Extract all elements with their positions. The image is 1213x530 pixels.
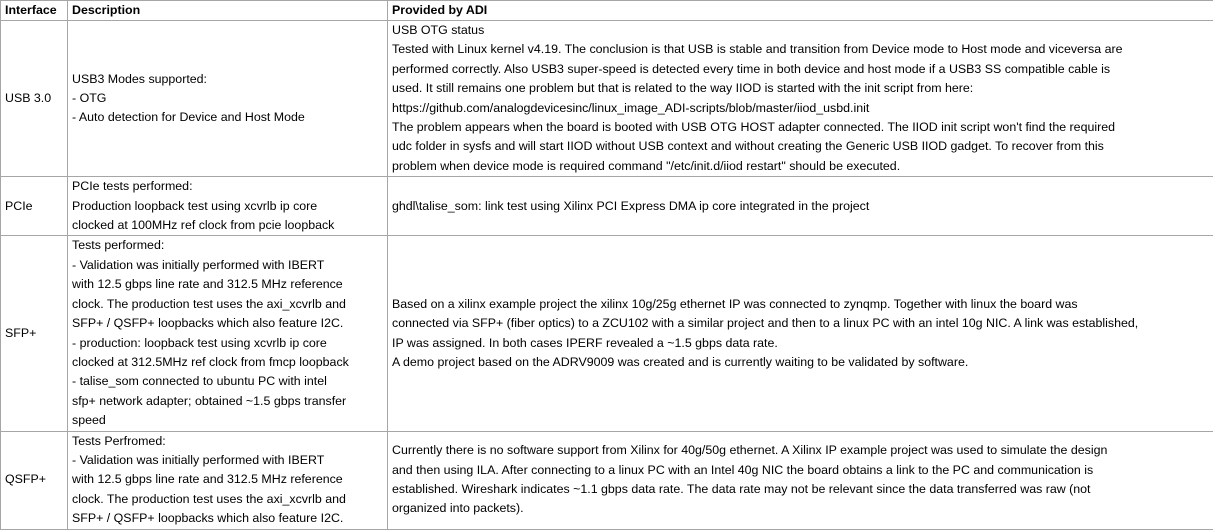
text-line: with 12.5 gbps line rate and 312.5 MHz reference: [72, 275, 385, 294]
text-line: clocked at 100MHz ref clock from pcie loopback: [72, 216, 385, 235]
text-line: sfp+ network adapter; obtained ~1.5 gbps transfer: [72, 392, 385, 411]
header-provided-by-adi[interactable]: Provided by ADI: [388, 1, 1213, 21]
table-row-sfp: [1, 236, 1213, 431]
text-line: - production: loopback test using xcvrlb ip core: [72, 334, 385, 353]
text-line: USB OTG status: [392, 21, 1213, 40]
text-line: organized into packets).: [392, 499, 1213, 518]
cell-provided-pcie[interactable]: [388, 177, 1213, 236]
text-line: PCIe tests performed:: [72, 177, 385, 196]
text-line: with 12.5 gbps line rate and 312.5 MHz reference: [72, 470, 385, 489]
header-row: [1, 1, 1213, 21]
cell-description-usb3[interactable]: [68, 21, 388, 177]
text-line: connected via SFP+ (fiber optics) to a ZCU102 with a similar project and then to a linux PC with an intel 10g NIC. A link was established,: [392, 314, 1213, 333]
text-line: Tests performed:: [72, 236, 385, 255]
text-line: - Validation was initially performed with IBERT: [72, 451, 385, 470]
cell-description-sfp[interactable]: [68, 236, 388, 431]
cell-provided-sfp[interactable]: [388, 236, 1213, 431]
text-line: clock. The production test uses the axi_xcvrlb and: [72, 490, 385, 509]
text-line: Tested with Linux kernel v4.19. The conclusion is that USB is stable and transition from Device mode to Host mode and viceversa are: [392, 40, 1213, 59]
text-line: Currently there is no software support from Xilinx for 40g/50g ethernet. A Xilinx IP example project was used to simulate the design: [392, 441, 1213, 460]
text-line: https://github.com/analogdevicesinc/linux_image_ADI-scripts/blob/master/iiod_usbd.init: [392, 99, 1213, 118]
text-line: Production loopback test using xcvrlb ip core: [72, 197, 385, 216]
text-line: - Validation was initially performed with IBERT: [72, 256, 385, 275]
text-line: IP was assigned. In both cases IPERF revealed a ~1.5 gbps data rate.: [392, 334, 1213, 353]
text-line: Tests Perfromed:: [72, 432, 385, 451]
cell-description-pcie[interactable]: [68, 177, 388, 236]
table-row-qsfp: [1, 431, 1213, 529]
text-line: established. Wireshark indicates ~1.1 gbps data rate. The data rate may not be relevant since the data transferred was raw (not: [392, 480, 1213, 499]
header-interface[interactable]: Interface: [1, 1, 68, 21]
text-line: speed: [72, 411, 385, 430]
text-line: SFP+ / QSFP+ loopbacks which also feature I2C.: [72, 314, 385, 333]
text-line: USB3 Modes supported:: [72, 70, 385, 89]
text-line: udc folder in sysfs and will start IIOD without USB context and without creating the Generic USB IIOD gadget. To recover from this: [392, 137, 1213, 156]
cell-interface-qsfp[interactable]: QSFP+: [1, 431, 68, 529]
text-line: clocked at 312.5MHz ref clock from fmcp loopback: [72, 353, 385, 372]
table-row-usb3: [1, 21, 1213, 177]
text-line: A demo project based on the ADRV9009 was created and is currently waiting to be validated by software.: [392, 353, 1213, 372]
text-line: ghdl\talise_som: link test using Xilinx PCI Express DMA ip core integrated in the project: [392, 197, 1213, 216]
table-row-pcie: [1, 177, 1213, 236]
cell-description-qsfp[interactable]: [68, 431, 388, 529]
header-description[interactable]: Description: [68, 1, 388, 21]
cell-provided-qsfp[interactable]: [388, 431, 1213, 529]
text-line: - Auto detection for Device and Host Mode: [72, 108, 385, 127]
text-line: The problem appears when the board is booted with USB OTG HOST adapter connected. The IIOD init script won't find the required: [392, 118, 1213, 137]
text-line: problem when device mode is required command "/etc/init.d/iiod restart" should be executed.: [392, 157, 1213, 176]
cell-provided-usb3[interactable]: [388, 21, 1213, 177]
text-line: performed correctly. Also USB3 super-speed is detected every time in both device and host mode if a USB3 SS compatible cable is: [392, 60, 1213, 79]
text-line: Based on a xilinx example project the xilinx 10g/25g ethernet IP was connected to zynqmp. Together with linux the board was: [392, 295, 1213, 314]
text-line: clock. The production test uses the axi_xcvrlb and: [72, 295, 385, 314]
cell-interface-usb3[interactable]: USB 3.0: [1, 21, 68, 177]
text-line: - talise_som connected to ubuntu PC with intel: [72, 372, 385, 391]
text-line: used. It still remains one problem but that is related to the way IIOD is started with the init script from here:: [392, 79, 1213, 98]
cell-interface-pcie[interactable]: PCIe: [1, 177, 68, 236]
cell-interface-sfp[interactable]: SFP+: [1, 236, 68, 431]
text-line: SFP+ / QSFP+ loopbacks which also feature I2C.: [72, 509, 385, 528]
text-line: - OTG: [72, 89, 385, 108]
text-line: and then using ILA. After connecting to a linux PC with an Intel 40g NIC the board obtains a link to the PC and communication is: [392, 461, 1213, 480]
